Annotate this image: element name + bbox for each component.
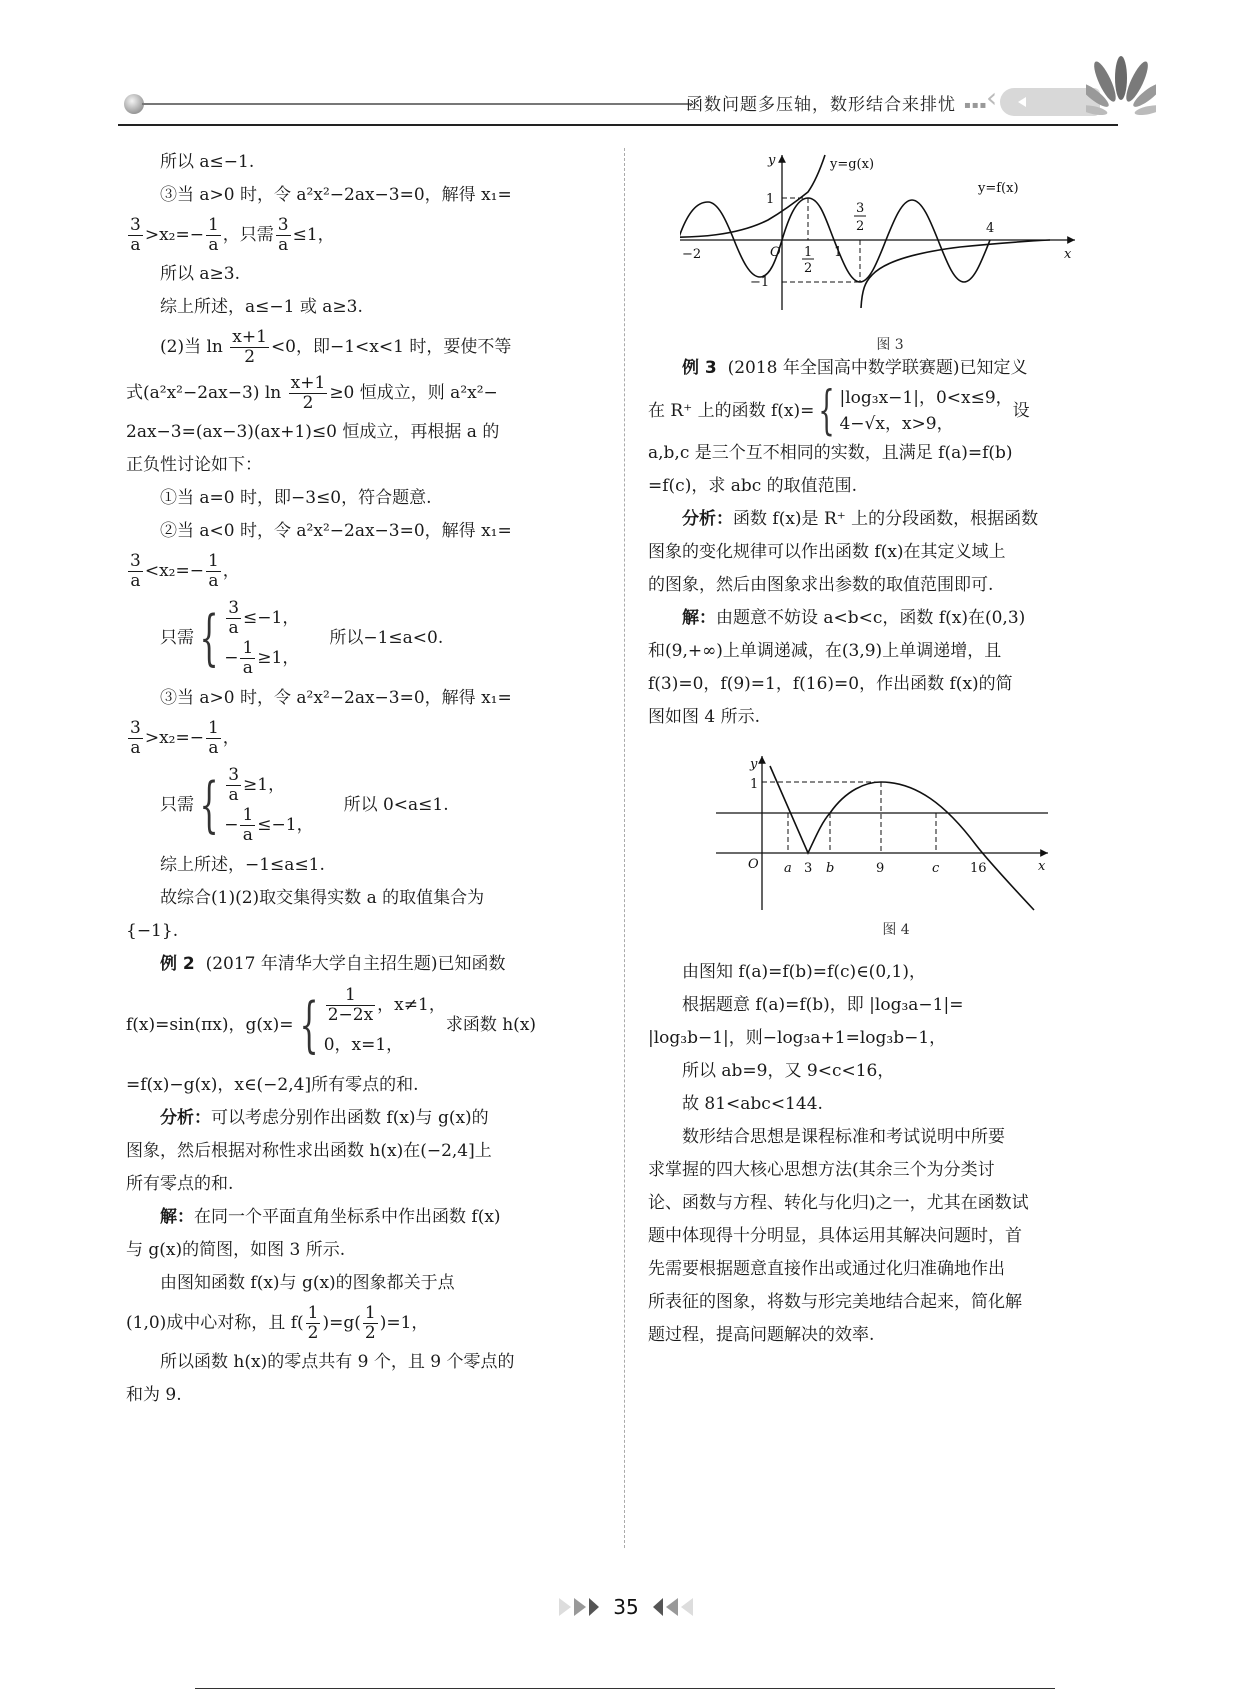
svg-text:2: 2 <box>856 219 865 234</box>
math-line: $\frac{3}{a}$ >x₂=− $\frac{1}{a}$ ，只需 $\frac{3}{a}$ ≤1， <box>130 215 335 255</box>
svg-text:1: 1 <box>766 192 775 207</box>
text-line: 和为 9. <box>126 1385 182 1405</box>
solution-line: 解：由题意不妨设 a<b<c，函数 f(x)在(0,3) <box>682 608 1026 628</box>
chevron-right-icon <box>559 1598 571 1616</box>
text-line: 与 g(x)的简图，如图 3 所示. <box>126 1240 346 1260</box>
text-line: 综上所述，a≤−1 或 a≥3. <box>160 297 363 317</box>
text-line: =f(c)，求 abc 的取值范围. <box>648 476 858 496</box>
svg-text:O: O <box>748 857 759 872</box>
chevron-left-icon <box>681 1598 693 1616</box>
text-line: f(3)=0，f(9)=1，f(16)=0，作出函数 f(x)的简 <box>648 674 1013 694</box>
analysis-line: 分析：函数 f(x)是 R⁺ 上的分段函数，根据函数 <box>682 509 1039 529</box>
chevron-left-icon <box>666 1598 678 1616</box>
fraction: $\frac{1}{a}$ <box>207 718 219 758</box>
text-line: ③当 a>0 时，令 a²x²−2ax−3=0，解得 x₁= <box>160 185 512 205</box>
figure-3-graph <box>680 150 1100 330</box>
math-line: (1,0)成中心对称，且 f( $\frac{1}{2}$ )=g( $\frac{1}{2}$ )=1， <box>126 1303 429 1343</box>
page-number: 35 <box>613 1595 639 1619</box>
text-line: 题过程，提高问题解决的效率. <box>648 1325 875 1345</box>
header-bracket-icon: ‹ <box>986 81 998 114</box>
svg-text:−1: −1 <box>750 275 770 290</box>
text-line: {−1}. <box>126 921 179 941</box>
header-dots-ornament: ▪▪▪ <box>964 100 988 111</box>
text-line: =f(x)−g(x)，x∈(−2,4]所有零点的和. <box>126 1075 419 1095</box>
text-line: 2ax−3=(ax−3)(ax+1)≤0 恒成立，再根据 a 的 <box>126 422 500 442</box>
svg-text:3: 3 <box>804 861 813 876</box>
text-line: 故综合(1)(2)取交集得实数 a 的取值集合为 <box>160 888 485 908</box>
text-line: 图象，然后根据对称性求出函数 h(x)在(−2,4]上 <box>126 1141 492 1161</box>
fraction: $\frac{3}{a}$ <box>277 215 289 255</box>
svg-text:b: b <box>826 861 835 876</box>
text-line: 题中体现得十分明显，具体运用其解决问题时，首 <box>648 1226 1022 1246</box>
text-line: 论、函数与方程、转化与化归)之一，尤其在函数试 <box>648 1193 1029 1213</box>
svg-text:O: O <box>770 245 781 260</box>
text-line: ②当 a<0 时，令 a²x²−2ax−3=0，解得 x₁= <box>160 521 512 541</box>
text-line: 和(9,+∞)上单调递减，在(3,9)上单调递增，且 <box>648 641 1002 661</box>
fraction: $\frac{3}{a}$ <box>130 551 141 591</box>
analysis-line: 分析：可以考虑分别作出函数 f(x)与 g(x)的 <box>160 1108 489 1128</box>
figure-4 <box>716 750 1076 940</box>
example-3-definition: 在 R⁺ 上的函数 f(x)= { |log₃x−1|，0<x≤9， 4−√x，x>9， 设 <box>648 381 1030 441</box>
text-line: 由图知 f(a)=f(b)=f(c)∈(0,1)， <box>682 962 926 982</box>
text-line: 的图象，然后由图象求出参数的取值范围即可. <box>648 575 994 595</box>
flower-ornament-icon <box>1086 54 1156 124</box>
svg-text:4: 4 <box>986 221 995 236</box>
right-column-lower <box>648 956 1126 1352</box>
svg-text:1: 1 <box>804 245 813 260</box>
text-line: 所以 a≤−1. <box>160 152 255 172</box>
text-line: 数形结合思想是课程标准和考试说明中所要 <box>682 1127 1005 1147</box>
fraction: $\frac{x+1}{2}$ <box>290 373 326 413</box>
svg-text:9: 9 <box>876 861 885 876</box>
fraction: $\frac{1}{a}$ <box>207 551 219 591</box>
svg-text:1: 1 <box>834 245 843 260</box>
text-line: 由图知函数 f(x)与 g(x)的图象都关于点 <box>160 1273 455 1293</box>
fraction: $\frac{3}{a}$ <box>130 718 141 758</box>
svg-text:y=f(x): y=f(x) <box>978 181 1019 196</box>
math-line: $\frac{3}{a}$ <x₂=− $\frac{1}{a}$ ， <box>130 551 240 591</box>
right-column <box>648 352 1126 734</box>
svg-text:y: y <box>768 153 776 168</box>
svg-text:x: x <box>1064 247 1072 262</box>
text-line: |log₃b−1|，则−log₃a+1=log₃b−1， <box>648 1028 947 1048</box>
svg-text:1: 1 <box>750 777 759 792</box>
text-line: 图象的变化规律可以作出函数 f(x)在其定义域上 <box>648 542 1006 562</box>
running-title: 函数问题多压轴，数形结合来排忧 <box>686 95 956 115</box>
svg-text:−2: −2 <box>682 247 702 262</box>
bottom-rule <box>195 1688 1055 1689</box>
text-line: 根据题意 f(a)=f(b)，即 |log₃a−1|= <box>682 995 964 1015</box>
condition-system: 只需 { $\frac{3}{a}$ ≥1， − $\frac{1}{a}$ ≤−1， 所以 0<a≤1. <box>160 765 449 845</box>
svg-text:2: 2 <box>804 261 813 276</box>
fraction: $\frac{1}{a}$ <box>207 215 219 255</box>
text-line: 图如图 4 所示. <box>648 707 761 727</box>
running-header <box>118 78 1138 128</box>
solution-line: 解：在同一个平面直角坐标系中作出函数 f(x) <box>160 1207 501 1227</box>
header-ball-ornament <box>124 94 144 114</box>
text-line: ①当 a=0 时，即−3≤0，符合题意. <box>160 488 432 508</box>
fraction: $\frac{x+1}{2}$ <box>232 327 267 367</box>
chevron-right-icon <box>574 1598 586 1616</box>
text-line: 所以函数 h(x)的零点共有 9 个，且 9 个零点的 <box>160 1352 515 1372</box>
header-rule <box>118 124 1118 126</box>
svg-text:c: c <box>932 861 940 876</box>
text-line: ③当 a>0 时，令 a²x²−2ax−3=0，解得 x₁= <box>160 688 512 708</box>
figure-4-graph <box>716 750 1076 915</box>
text-line: a,b,c 是三个互不相同的实数，且满足 f(a)=f(b) <box>648 443 1013 463</box>
text-line: 所以 a≥3. <box>160 264 241 284</box>
header-tab-ornament <box>1000 88 1100 116</box>
svg-text:y: y <box>750 757 758 772</box>
chevron-right-icon <box>589 1598 599 1616</box>
math-line: (2)当 ln $\frac{x+1}{2}$ <0，即−1<x<1 时，要使不等 <box>160 327 512 367</box>
text-line: 所表征的图象，将数与形完美地结合起来，简化解 <box>648 1292 1022 1312</box>
svg-text:16: 16 <box>970 861 987 876</box>
svg-text:y=g(x): y=g(x) <box>830 157 875 172</box>
math-line: $\frac{3}{a}$ >x₂=− $\frac{1}{a}$ ， <box>130 718 240 758</box>
svg-text:3: 3 <box>856 201 865 216</box>
figure-3 <box>680 150 1100 353</box>
left-column <box>126 146 596 1412</box>
example-2-definition: f(x)=sin(πx)，g(x)= { $\frac{1}{2-2x}$ ，x≠1， 0，x=1， 求函数 h(x) <box>126 985 537 1060</box>
svg-text:a: a <box>784 861 792 876</box>
column-divider <box>624 148 625 1548</box>
page-footer <box>0 1595 1252 1619</box>
fraction: $\frac{3}{a}$ <box>130 215 141 255</box>
header-line <box>142 103 692 105</box>
text-line: 综上所述，−1≤a≤1. <box>160 855 325 875</box>
math-line: 式(a²x²−2ax−3) ln $\frac{x+1}{2}$ ≥0 恒成立，则 a²x²− <box>126 373 498 413</box>
text-line: 故 81<abc<144. <box>682 1094 823 1114</box>
figure-4-caption: 图 4 <box>882 922 910 938</box>
svg-text:x: x <box>1038 859 1046 874</box>
text-line: 求掌握的四大核心思想方法(其余三个为分类讨 <box>648 1160 995 1180</box>
example-3-heading: 例 3 (2018 年全国高中数学联赛题)已知定义 <box>682 358 1028 378</box>
example-2-heading: 例 2 (2017 年清华大学自主招生题)已知函数 <box>160 954 506 974</box>
text-line: 先需要根据题意直接作出或通过化归准确地作出 <box>648 1259 1005 1279</box>
text-line: 所以 ab=9，又 9<c<16， <box>682 1061 895 1081</box>
figure-3-caption: 图 3 <box>876 337 904 353</box>
text-line: 正负性讨论如下： <box>126 455 262 475</box>
chevron-left-icon <box>653 1598 663 1616</box>
condition-system: 只需 { $\frac{3}{a}$ ≤−1， − $\frac{1}{a}$ ≥1， 所以−1≤a<0. <box>160 598 444 678</box>
text-line: 所有零点的和. <box>126 1174 234 1194</box>
